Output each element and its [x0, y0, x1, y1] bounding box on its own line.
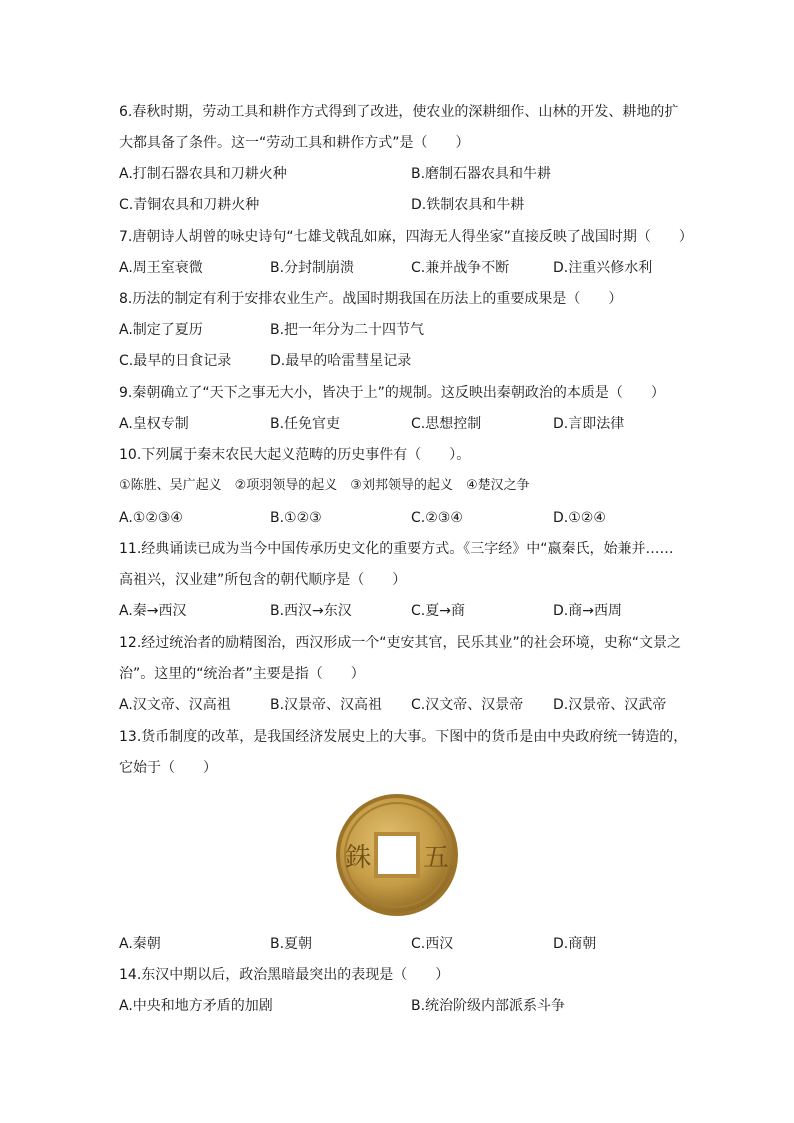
- q6-option-a: A.打制石器农具和刀耕火种: [119, 166, 287, 182]
- q10-items: ①陈胜、吴广起义 ②项羽领导的起义 ③刘邦领导的起义 ④楚汉之争: [119, 478, 530, 493]
- q9-stem: 9.秦朝确立了“天下之事无大小，皆决于上”的规制。这反映出秦朝政治的本质是（ ）: [119, 385, 665, 401]
- q11-option-c: C.夏→商: [411, 603, 465, 619]
- q6-option-c: C.青铜农具和刀耕火种: [119, 197, 260, 213]
- q8-stem: 8.历法的制定有利于安排农业生产。战国时期我国在历法上的重要成果是（ ）: [119, 291, 623, 307]
- q13-option-c: C.西汉: [411, 936, 454, 952]
- q7-option-b: B.分封制崩溃: [270, 260, 355, 276]
- coin-right-char: 五: [422, 843, 450, 873]
- q12-option-c: C.汉文帝、汉景帝: [411, 697, 524, 713]
- q7-stem: 7.唐朝诗人胡曾的咏史诗句“七雄戈戟乱如麻，四海无人得坐家”直接反映了战国时期（ ）: [119, 229, 693, 245]
- q12-option-d: D.汉景帝、汉武帝: [553, 697, 667, 713]
- q13-option-b: B.夏朝: [270, 936, 313, 952]
- q10-option-a: A.①②③④: [119, 510, 183, 526]
- q10-stem: 10.下列属于秦末农民大起义范畴的历史事件有（ ）。: [119, 447, 471, 463]
- q6-stem-line2: 大都具备了条件。这一“劳动工具和耕作方式”是（ ）: [119, 135, 470, 151]
- q11-option-b: B.西汉→东汉: [270, 603, 352, 619]
- q14-stem: 14.东汉中期以后，政治黑暗最突出的表现是（ ）: [119, 967, 450, 983]
- q7-option-c: C.兼并战争不断: [411, 260, 510, 276]
- q9-option-b: B.任免官吏: [270, 416, 341, 432]
- q12-option-b: B.汉景帝、汉高祖: [270, 697, 383, 713]
- q13-stem-line1: 13.货币制度的改革，是我国经济发展史上的大事。下图中的货币是由中央政府统一铸造的，: [119, 729, 688, 745]
- q8-option-c: C.最早的日食记录: [119, 353, 232, 369]
- q6-stem-line1: 6.春秋时期，劳动工具和耕作方式得到了改进，使农业的深耕细作、山林的开发、耕地的扩: [119, 104, 679, 120]
- q9-option-d: D.言即法律: [553, 416, 625, 432]
- q13-stem-line2: 它始于（ ）: [119, 760, 217, 776]
- q13-option-d: D.商朝: [553, 936, 597, 952]
- q11-stem-line1: 11.经典诵读已成为当今中国传承历史文化的重要方式。《三字经》中“嬴秦氏，始兼并……: [119, 541, 674, 557]
- q9-option-a: A.皇权专制: [119, 416, 189, 432]
- coin-svg: [333, 792, 461, 918]
- q10-option-d: D.①②④: [553, 510, 606, 526]
- q12-stem-line1: 12.经过统治者的励精图治，西汉形成一个“吏安其官，民乐其业”的社会环境，史称“文景之: [119, 635, 682, 651]
- q14-option-b: B.统治阶级内部派系斗争: [411, 998, 566, 1014]
- q7-option-a: A.周王室衰微: [119, 260, 203, 276]
- q12-stem-line2: 治”。这里的“统治者”主要是指（ ）: [119, 666, 365, 682]
- q8-option-b: B.把一年分为二十四节气: [270, 322, 425, 338]
- q11-stem-line2: 高祖兴，汉业建”所包含的朝代顺序是（ ）: [119, 572, 407, 588]
- coin-square-hole: [378, 836, 416, 874]
- q13-option-a: A.秦朝: [119, 936, 161, 952]
- coin-left-char: 銖: [344, 843, 372, 873]
- q10-option-c: C.②③④: [411, 510, 463, 526]
- q8-option-d: D.最早的哈雷彗星记录: [270, 353, 412, 369]
- wuzhu-coin-image: [333, 792, 461, 918]
- q6-option-b: B.磨制石器农具和牛耕: [411, 166, 552, 182]
- q11-option-d: D.商→西周: [553, 603, 622, 619]
- q12-option-a: A.汉文帝、汉高祖: [119, 697, 231, 713]
- q11-option-a: A.秦→西汉: [119, 603, 187, 619]
- q10-option-b: B.①②③: [270, 510, 322, 526]
- q6-option-d: D.铁制农具和牛耕: [411, 197, 525, 213]
- q7-option-d: D.注重兴修水利: [553, 260, 653, 276]
- q9-option-c: C.思想控制: [411, 416, 482, 432]
- q14-option-a: A.中央和地方矛盾的加剧: [119, 998, 273, 1014]
- q8-option-a: A.制定了夏历: [119, 322, 203, 338]
